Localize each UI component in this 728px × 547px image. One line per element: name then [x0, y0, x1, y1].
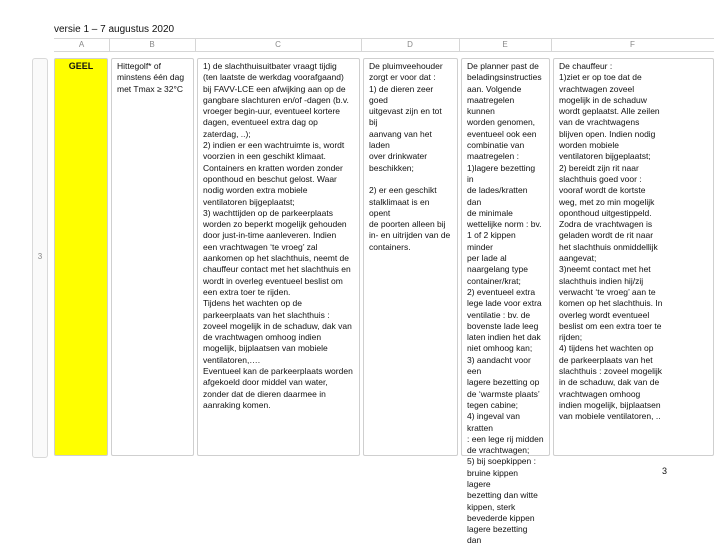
slaughterhouse-measures: 1) de slachthuisuitbater vraagt tijdig (ten laatste de werkdag voorafgaand) bij FAVV-LCE een afwijking aan op de gangbare slachturen en/of -dagen (b.v. vroeger begin-uur, eventueel kortere dagen, eventueel extra dag op zaterdag, ..); 2) indien er een wachtruimte is, wordt voorzien in een geschikt klimaat. Containers en kratten worden zonder oponthoud en beschut gelost. Waar nodig worden extra mobiele ventilatoren bijgeplaatst; 3) wachttijden op de parkeerplaats worden zo beperkt mogelijk gehouden door just-in-time aanleveren. Indien een vrachtwagen ‘te vroeg’ zal aankomen op het slachthuis, neemt de chauffeur contact met het slachthuis en wordt in overleg eventueel beslist om een extra toer te rijden. Tijdens het wachten op de parkeerplaats van het slachthuis : zoveel mogelijk in de schaduw, dak van de vrachtwagen omhoog indien mogelijk, bijplaatsen van mobiele ventilatoren,…. Eventueel kan de parkeerplaats worden afgekoeld door middel van water, zonder dat de dieren daarmee in aanraking komen. — [203, 61, 353, 410]
cell-farmer[interactable] — [363, 58, 458, 456]
document-version: versie 1 – 7 augustus 2020 — [54, 24, 175, 35]
header-bottom-line — [54, 51, 714, 52]
cell-driver[interactable] — [553, 58, 714, 456]
driver-measures: De chauffeur : 1)ziet er op toe dat de vrachtwagen zoveel mogelijk in de schaduw wordt geplaatst. Alle zeilen van de vrachtwagens blijven open. Indien nodig worden mobiele ventilatoren bijgeplaatst; 2) bereidt zijn rit naar slachthuis goed voor : vooraf wordt de kortste weg, met zo min mogelijk oponthoud uitgestippeld. Zodra de vrachtwagen is geladen wordt de rit naar het slachthuis onmiddellijk aangevat; 3)neemt contact met het slachthuis indien hij/zij verwacht ‘te vroeg’ aan te komen op het slachthuis. In overleg wordt eventueel beslist om een extra toer te rijden; 4) tijdens het wachten op de parkeerplaats van het slachthuis : zoveel mogelijk in de schaduw, dak van de vrachtwagen omhoog indien mogelijk, bijplaatsen van mobiele ventilatoren, .. — [559, 61, 663, 422]
cell-level[interactable] — [54, 58, 108, 456]
column-header-b[interactable]: B — [149, 40, 155, 49]
cell-slaughterhouse[interactable] — [197, 58, 360, 456]
column-header-c[interactable]: C — [275, 40, 281, 49]
column-header-e[interactable]: E — [502, 40, 508, 49]
farmer-measures: De pluimveehouder zorgt er voor dat : 1) de dieren zeer goed uitgevast zijn en tot bij aanvang van het laden over drinkwater beschikken; 2) er een geschikt stalklimaat is en opent de poorten alleen bij in- en uitrijden van de containers. — [369, 61, 451, 252]
cell-condition[interactable] — [111, 58, 194, 456]
level-label: GEEL — [68, 61, 94, 71]
column-header-d[interactable]: D — [407, 40, 413, 49]
column-header-a[interactable]: A — [78, 40, 85, 49]
column-header-f[interactable]: F — [630, 40, 635, 49]
cell-planner[interactable] — [461, 58, 550, 546]
row-number: 3 — [37, 252, 43, 261]
page-number: 3 — [662, 466, 668, 476]
condition-text: Hittegolf* of minstens één dag met Tmax ≥ 32°C — [117, 61, 187, 94]
planner-measures: De planner past de beladingsinstructies aan. Volgende maatregelen kunnen worden genomen, eventueel ook een combinatie van maatregelen : 1)lagere bezetting in de lades/kratten dan de minimale wettelijke norm : bv. 1 of 2 kippen minder per lade al naargelang type container/krat; 2) eventueel extra lege lade voor extra ventilatie : bv. de bovenste lade leeg laten indien het dak niet omhoog kan; 3) aandacht voor een lagere bezetting op de ‘warmste plaats’ tegen cabine; 4) ingeval van kratten : een lege rij midden de vrachtwagen; 5) bij soepkippen : bruine kippen lagere bezetting dan witte kippen, sterk bevederde kippen lagere bezetting dan — [467, 61, 544, 546]
